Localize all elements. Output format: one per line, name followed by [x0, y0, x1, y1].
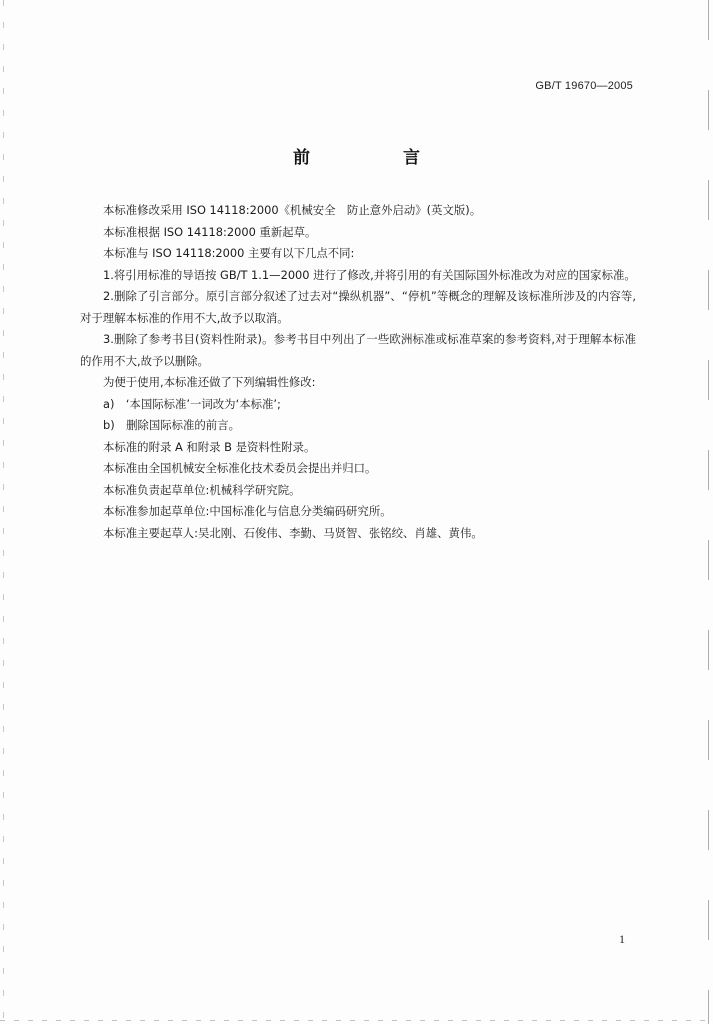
paragraph-participating-unit: 本标准参加起草单位:中国标准化与信息分类编码研究所。: [103, 504, 392, 518]
paragraph-editorial-intro: 为便于使用,本标准还做了下列编辑性修改:: [103, 375, 316, 389]
paragraph-annexes: 本标准的附录 A 和附录 B 是资料性附录。: [103, 439, 316, 454]
paragraph-difference-2: 2.删除了引言部分。原引言部分叙述了过去对“操纵机器”、“停机”等概念的理解及该标准所涉及的内容等,对于理解本标准的作用不大,故予以取消。: [80, 289, 636, 325]
paragraph-drafters: 本标准主要起草人:吴北刚、石俊伟、李勤、马贤智、张铭绞、肖雄、黄伟。: [103, 525, 483, 540]
paragraph-editorial-a: a) ‘本国际标准’一词改为‘本标准’;: [103, 396, 281, 411]
paragraph-differences-intro: 本标准与 ISO 14118:2000 主要有以下几点不同:: [103, 246, 355, 260]
paragraph-difference-1: 1.将引用标准的导语按 GB/T 1.1—2000 进行了修改,并将引用的有关国际国外标准改为对应的国家标准。: [103, 267, 636, 282]
page-number: 1: [619, 932, 625, 946]
paragraph-adoption: 本标准修改采用 ISO 14118:2000《机械安全 防止意外启动》(英文版)。: [103, 203, 482, 217]
paragraph-difference-3: 3.删除了参考书目(资料性附录)。参考书目中列出了一些欧洲标准或标准草案的参考资料,对于理解本标准的作用不大,故予以删除。: [80, 332, 636, 368]
standard-code: GB/T 19670—2005: [535, 80, 633, 92]
page-title: 前 言: [293, 148, 458, 168]
paragraph-proposer: 本标准由全国机械安全标准化技术委员会提出并归口。: [103, 461, 377, 475]
body-text: [80, 200, 636, 544]
scan-edge-bottom: [0, 1020, 713, 1021]
paragraph-drafting-unit: 本标准负责起草单位:机械科学研究院。: [103, 482, 301, 497]
paragraph-redrafted: 本标准根据 ISO 14118:2000 重新起草。: [103, 224, 317, 239]
paragraph-editorial-b: b) 删除国际标准的前言。: [103, 418, 240, 432]
